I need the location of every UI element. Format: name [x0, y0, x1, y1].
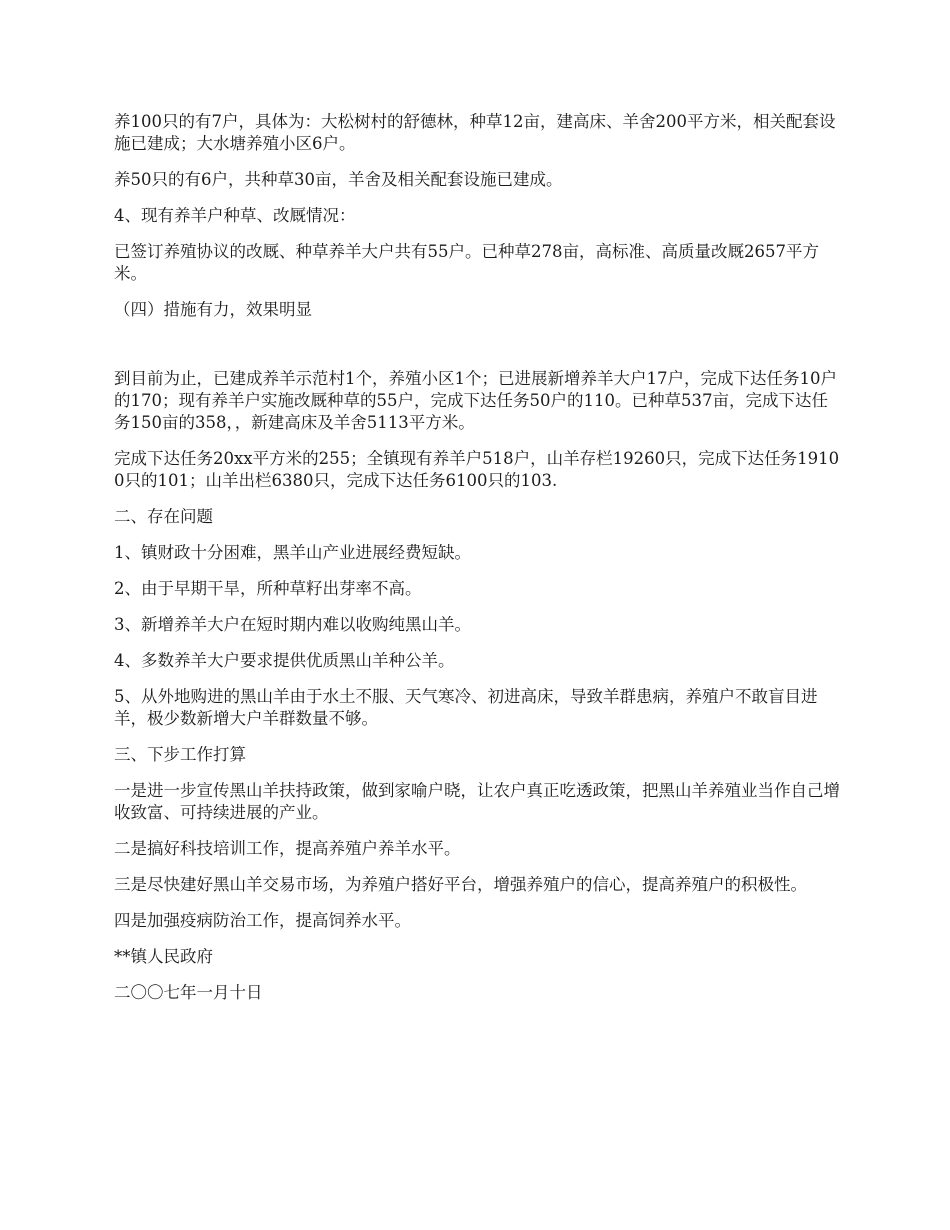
paragraph-signed-agreements: 已签订养殖协议的改厩、种草养羊大户共有55户。已种草278亩，高标准、高质量改厩2657平方米。	[114, 242, 819, 283]
plan-item-3: 三是尽快建好黑山羊交易市场，为养殖户搭好平台，增强养殖户的信心，提高养殖户的积极性。	[114, 875, 807, 894]
problem-item-1: 1、镇财政十分困难，黑羊山产业进展经费短缺。	[114, 543, 471, 562]
plan-item-1: 一是进一步宣传黑山羊扶持政策，做到家喻户晓，让农户真正吃透政策，把黑山羊养殖业当作自己增收致富、可持续进展的产业。	[114, 781, 840, 822]
problem-item-3: 3、新增养羊大户在短时期内难以收购纯黑山羊。	[114, 615, 471, 634]
paragraph-raising-50: 养50只的有6户，共种草30亩，羊舍及相关配套设施已建成。	[114, 170, 563, 189]
plan-item-4: 四是加强疫病防治工作，提高饲养水平。	[114, 911, 411, 930]
paragraph-progress-summary: 到目前为止，已建成养羊示范村1个，养殖小区1个；已进展新增养羊大户17户，完成下达任务10户的170；现有养羊户实施改厩种草的55户，完成下达任务50户的110。已种草537亩，完成下达任务150亩的358，，新建高床及羊舍5113平方米。	[114, 369, 837, 432]
section-heading-next-steps: 三、下步工作打算	[114, 745, 246, 764]
plan-item-2: 二是搞好科技培训工作，提高养殖户养羊水平。	[114, 839, 461, 858]
signature-organization: **镇人民政府	[114, 947, 213, 966]
paragraph-raising-100: 养100只的有7户，具体为：大松树村的舒德林，种草12亩，建高床、羊舍200平方米，相关配套设施已建成；大水塘养殖小区6户。	[114, 112, 836, 153]
document-body	[114, 111, 844, 1018]
problem-item-2: 2、由于早期干旱，所种草籽出芽率不高。	[114, 579, 422, 598]
problem-item-4: 4、多数养羊大户要求提供优质黑山羊种公羊。	[114, 651, 455, 670]
section-heading-grass-planting: 4、现有养羊户种草、改厩情况：	[114, 206, 356, 225]
problem-item-5: 5、从外地购进的黑山羊由于水土不服、天气寒冷、初进高床，导致羊群患病，养殖户不敢盲目进羊，极少数新增大户羊群数量不够。	[114, 687, 818, 728]
paragraph-task-completion: 完成下达任务20xx平方米的255；全镇现有养羊户518户，山羊存栏19260只，完成下达任务19100只的101；山羊出栏6380只，完成下达任务6100只的103.	[114, 449, 840, 490]
signature-date: 二〇〇七年一月十日	[114, 983, 263, 1002]
section-heading-problems: 二、存在问题	[114, 507, 213, 526]
section-heading-measures: （四）措施有力，效果明显	[114, 300, 312, 319]
